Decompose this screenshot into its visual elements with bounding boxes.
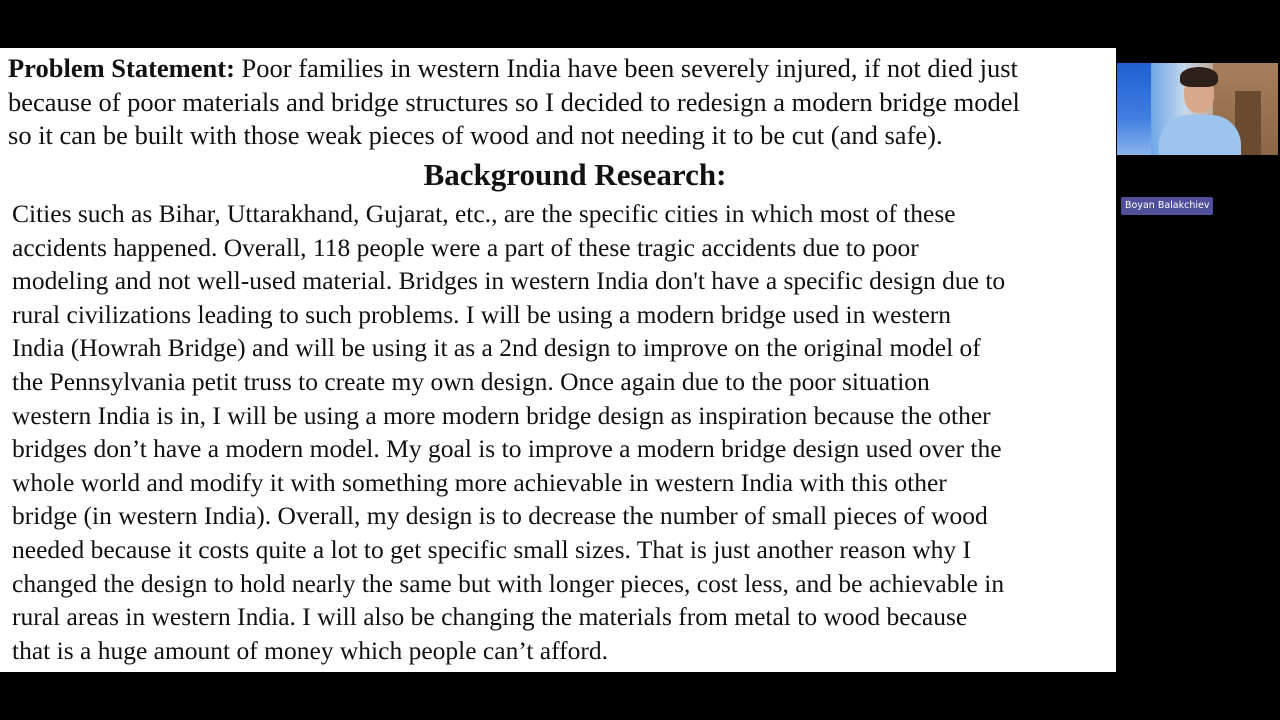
problem-statement-label: Problem Statement:: [8, 53, 235, 83]
problem-statement-text: Poor families in western India have been severely injured, if not died just because of poor materials and bridge structures so I decided to redesign a modern bridge model so it can be built with those weak pieces of wood and not needing it to be cut (and safe).: [8, 53, 1020, 150]
background-research-heading: [0, 156, 1116, 194]
shared-slide: [0, 48, 1116, 672]
participant-video-tile[interactable]: [1117, 63, 1278, 155]
participant-hair: [1180, 67, 1218, 87]
video-background-window: [1117, 63, 1151, 155]
participant-name-tag: Boyan Balakchiev: [1121, 197, 1213, 215]
background-research-body: Cities such as Bihar, Uttarakhand, Gujarat, etc., are the specific cities in which most of these accidents happened. Overall, 118 people were a part of these tragic accidents due to poor modeling and not well-used material. Bridges in western India don't have a specific design due to rural civilizations leading to such problems. I will be using a modern bridge used in western India (Howrah Bridge) and will be using it as a 2nd design to improve on the original model of the Pennsylvania petit truss to create my own design. Once again due to the poor situation western India is in, I will be using a more modern bridge design as inspiration because the other bridges don’t have a modern model. My goal is to improve a modern bridge design used over the whole world and modify it with something more achievable in western India with this other bridge (in western India). Overall, my design is to decrease the number of small pieces of wood needed because it costs quite a lot to get specific small sizes. That is just another reason why I changed the design to hold nearly the same but with longer pieces, cost less, and be achievable in rural areas in western India. I will also be changing the materials from metal to wood because that is a huge amount of money which people can’t afford.: [12, 199, 1006, 665]
background-research-colon: :: [716, 157, 727, 192]
participant-shirt: [1159, 115, 1241, 155]
background-research-title: Background Research: [423, 157, 717, 192]
problem-statement: [8, 52, 1112, 153]
